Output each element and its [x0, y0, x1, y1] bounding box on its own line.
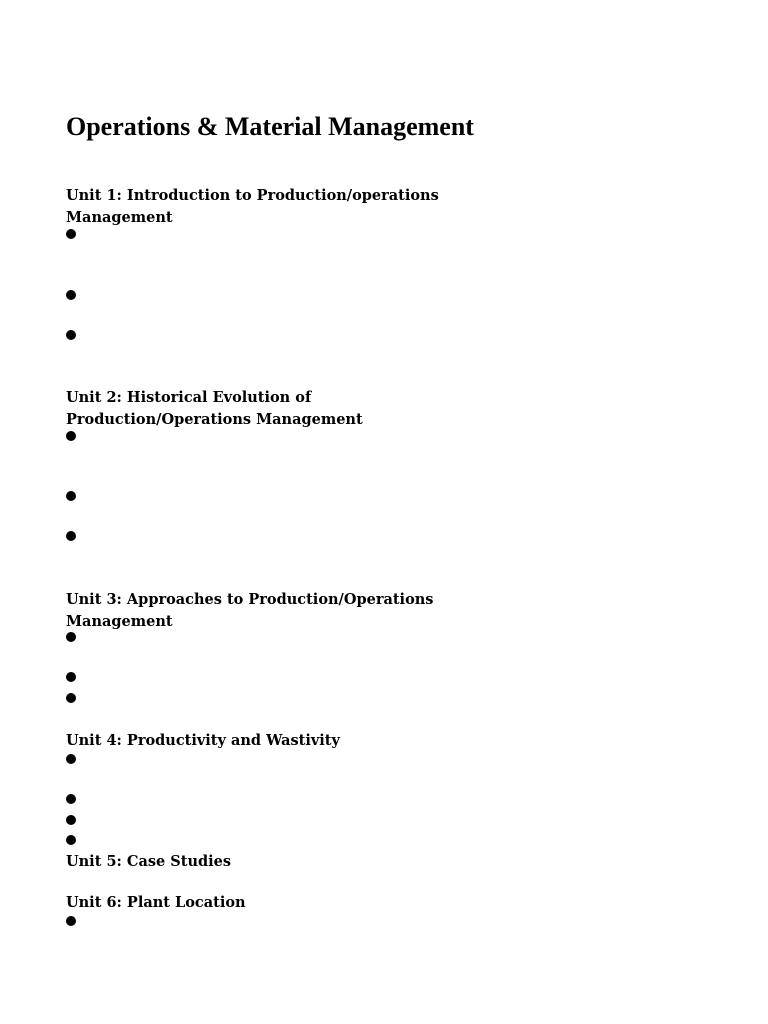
bullet-icon: [66, 330, 76, 340]
bullet-icon: [66, 693, 76, 703]
unit-2-heading-line-1: Unit 2: Historical Evolution of: [66, 389, 312, 406]
unit-3-heading: [66, 589, 433, 633]
unit-2-heading-line-2: Production/Operations Management: [66, 411, 363, 428]
bullet-icon: [66, 815, 76, 825]
unit-5-heading: [66, 851, 231, 873]
bullet-icon: [66, 290, 76, 300]
document-title: Operations & Material Management: [66, 112, 474, 141]
bullet-icon: [66, 531, 76, 541]
unit-1-heading-line-2: Management: [66, 209, 173, 226]
bullet-icon: [66, 916, 76, 926]
bullet-icon: [66, 672, 76, 682]
unit-5-heading-line-1: Unit 5: Case Studies: [66, 853, 232, 870]
unit-4-heading-line-1: Unit 4: Productivity and Wastivity: [66, 732, 340, 749]
bullet-icon: [66, 229, 76, 239]
bullet-icon: [66, 754, 76, 764]
bullet-icon: [66, 632, 76, 642]
unit-4-heading: [66, 730, 340, 752]
bullet-icon: [66, 835, 76, 845]
unit-3-heading-line-2: Management: [66, 613, 173, 630]
unit-1-heading-line-1: Unit 1: Introduction to Production/operations: [66, 187, 439, 204]
bullet-icon: [66, 794, 76, 804]
bullet-icon: [66, 491, 76, 501]
unit-1-heading: [66, 185, 439, 229]
unit-6-heading-line-1: Unit 6: Plant Location: [66, 894, 246, 911]
bullet-icon: [66, 431, 76, 441]
unit-6-heading: [66, 892, 246, 914]
unit-2-heading: [66, 387, 363, 431]
unit-3-heading-line-1: Unit 3: Approaches to Production/Operations: [66, 591, 434, 608]
